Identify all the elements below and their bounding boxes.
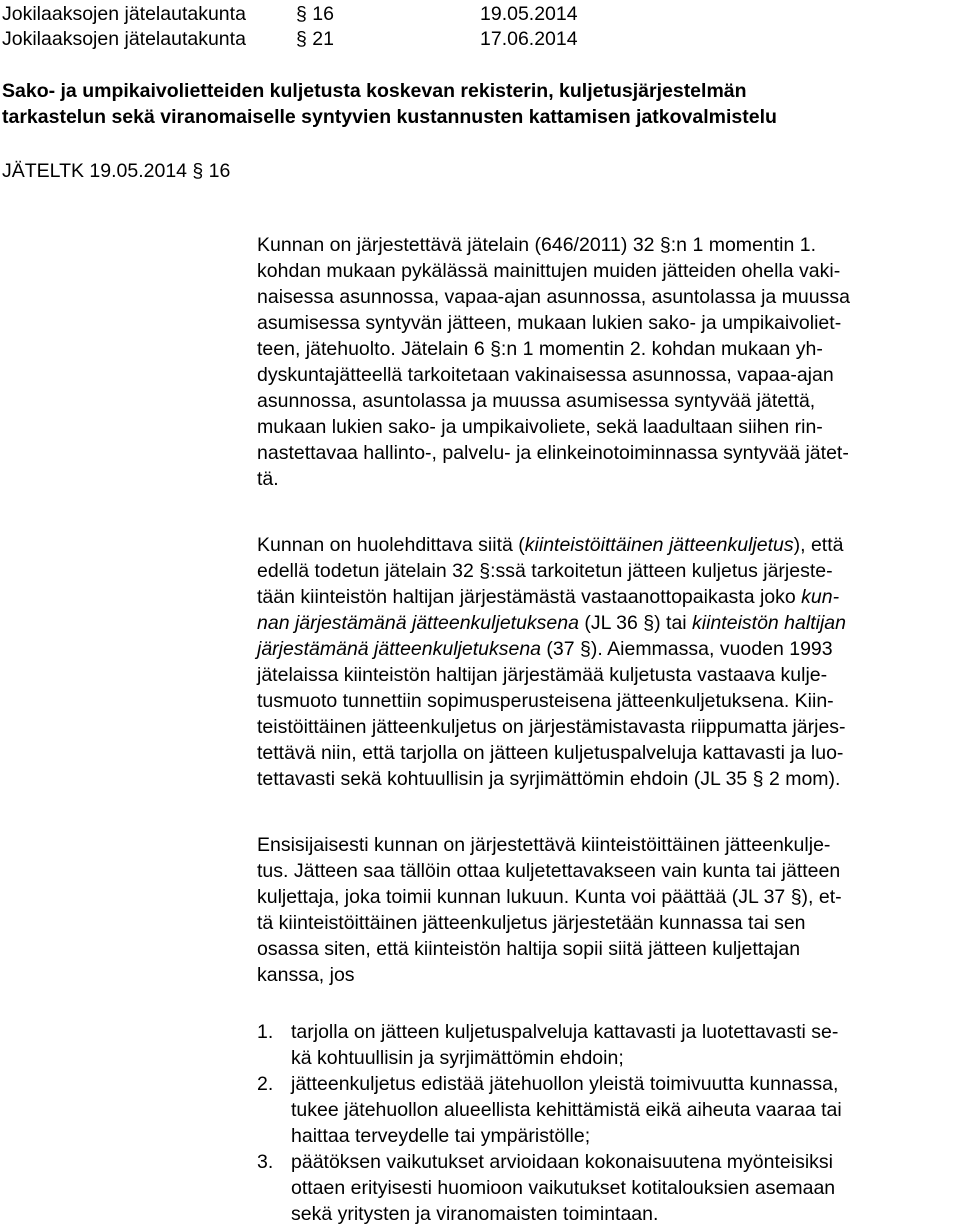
- text-line: kä kohtuullisin ja syrjimättömin ehdoin;: [291, 1047, 624, 1069]
- list-number: 3.: [257, 1151, 274, 1173]
- text-line: tä kiinteistöittäinen jätteenkuljetus järjestetään kunnassa tai sen: [257, 912, 806, 934]
- text-line: järjestämänä jätteenkuljetuksena (37 §). Aiemmassa, vuoden 1993: [257, 638, 833, 660]
- text-line: teistöittäinen jätteenkuljetus on järjestämistavasta riippumatta järjes-: [257, 716, 846, 738]
- text-line: naisessa asunnossa, vapaa-ajan asunnossa, asuntolassa ja muussa: [257, 286, 850, 308]
- text-line: asumisessa syntyvän jätteen, mukaan lukien sako- ja umpikaivoliet-: [257, 312, 842, 334]
- paragraph-1: [257, 232, 957, 492]
- text-line: nastettavaa hallinto-, palvelu- ja elinkeinotoiminnassa syntyvää jätet-: [257, 442, 849, 464]
- title-line: tarkastelun sekä viranomaiselle syntyvien kustannusten kattamisen jatkovalmistelu: [2, 106, 777, 128]
- emphasis: kiinteistön haltijan: [692, 612, 846, 634]
- text-line: kanssa, jos: [257, 964, 355, 986]
- list-item: [257, 1071, 957, 1149]
- paragraph-2: [257, 532, 957, 792]
- text-line: jätteenkuljetus edistää jätehuollon yleistä toimivuutta kunnassa,: [291, 1073, 839, 1095]
- text-line: teen, jätehuolto. Jätelain 6 §:n 1 momentin 2. kohdan mukaan yh-: [257, 338, 823, 360]
- text-line: nan järjestämänä jätteenkuljetuksena (JL 36 §) tai kiinteistön haltijan: [257, 612, 846, 634]
- header-section-ref: § 21: [296, 28, 334, 50]
- text-line: Kunnan on järjestettävä jätelain (646/2011) 32 §:n 1 momentin 1.: [257, 234, 817, 256]
- text-line: mukaan lukien sako- ja umpikaivoliete, sekä laadultaan siihen rin-: [257, 416, 823, 438]
- text-line: Kunnan on huolehdittava siitä (kiinteistöittäinen jätteenkuljetus), että: [257, 534, 844, 556]
- header-org: Jokilaaksojen jätelautakunta: [2, 28, 246, 50]
- text-line: sekä yritysten ja viranomaisten toimintaan.: [291, 1203, 659, 1225]
- emphasis: nan järjestämänä jätteenkuljetuksena: [257, 612, 579, 634]
- text-line: tukee jätehuollon alueellista kehittämistä eikä aiheuta vaaraa tai: [291, 1099, 842, 1121]
- text-line: tettavasti sekä kohtuullisin ja syrjimättömin ehdoin (JL 35 § 2 mom).: [257, 768, 841, 790]
- text-line: tarjolla on jätteen kuljetuspalveluja kattavasti ja luotettavasti se-: [291, 1021, 839, 1043]
- text-line: tusmuoto tunnettiin sopimusperusteisena jätteenkuljetuksena. Kiin-: [257, 690, 834, 712]
- title-line: Sako- ja umpikaivolietteiden kuljetusta koskevan rekisterin, kuljetusjärjestelmän: [2, 80, 747, 102]
- list-item: [257, 1019, 957, 1071]
- list-number: 1.: [257, 1021, 274, 1043]
- text-line: jätelaissa kiinteistön haltijan järjestämää kuljetusta vastaava kulje-: [257, 664, 828, 686]
- text-line: ottaen erityisesti huomioon vaikutukset kotitalouksien asemaan: [291, 1177, 836, 1199]
- text-line: tus. Jätteen saa tällöin ottaa kuljetettavakseen vain kunta tai jätteen: [257, 860, 841, 882]
- text-line: päätöksen vaikutukset arvioidaan kokonaisuutena myönteisiksi: [291, 1151, 833, 1173]
- header-date: 19.05.2014: [480, 3, 578, 25]
- text-line: osassa siten, että kiinteistön haltija sopii siitä jätteen kuljettajan: [257, 938, 801, 960]
- text-line: tään kiinteistön haltijan järjestämästä vastaanottopaikasta joko kun-: [257, 586, 840, 608]
- text-line: dyskuntajätteellä tarkoitetaan vakinaisessa asunnossa, vapaa-ajan: [257, 364, 834, 386]
- emphasis: järjestämänä jätteenkuljetuksena: [257, 638, 542, 660]
- text-line: edellä todetun jätelain 32 §:ssä tarkoitetun jätteen kuljetus järjeste-: [257, 560, 833, 582]
- header-org: Jokilaaksojen jätelautakunta: [2, 3, 246, 25]
- text-line: tä.: [257, 468, 279, 490]
- header-date: 17.06.2014: [480, 28, 578, 50]
- text-line: haittaa terveydelle tai ympäristölle;: [291, 1125, 591, 1147]
- emphasis: kiinteistöittäinen jätteenkuljetus: [524, 534, 794, 556]
- text-line: kohdan mukaan pykälässä mainittujen muiden jätteiden ohella vaki-: [257, 260, 841, 282]
- list-number: 2.: [257, 1073, 274, 1095]
- text-line: kuljettaja, joka toimii kunnan lukuun. Kunta voi päättää (JL 37 §), et-: [257, 886, 842, 908]
- document-title: [2, 78, 957, 130]
- meeting-reference: JÄTELTK 19.05.2014 § 16: [2, 160, 231, 182]
- header-section-ref: § 16: [296, 3, 334, 25]
- text-line: Ensisijaisesti kunnan on järjestettävä kiinteistöittäinen jätteenkulje-: [257, 834, 831, 856]
- emphasis: kun-: [801, 586, 840, 608]
- list-item: [257, 1149, 957, 1227]
- paragraph-3: [257, 832, 957, 988]
- conditions-list: [257, 1019, 957, 1227]
- text-line: tettävä niin, että tarjolla on jätteen kuljetuspalveluja kattavasti ja luo-: [257, 742, 844, 764]
- text-line: asunnossa, asuntolassa ja muussa asumisessa syntyvää jätettä,: [257, 390, 816, 412]
